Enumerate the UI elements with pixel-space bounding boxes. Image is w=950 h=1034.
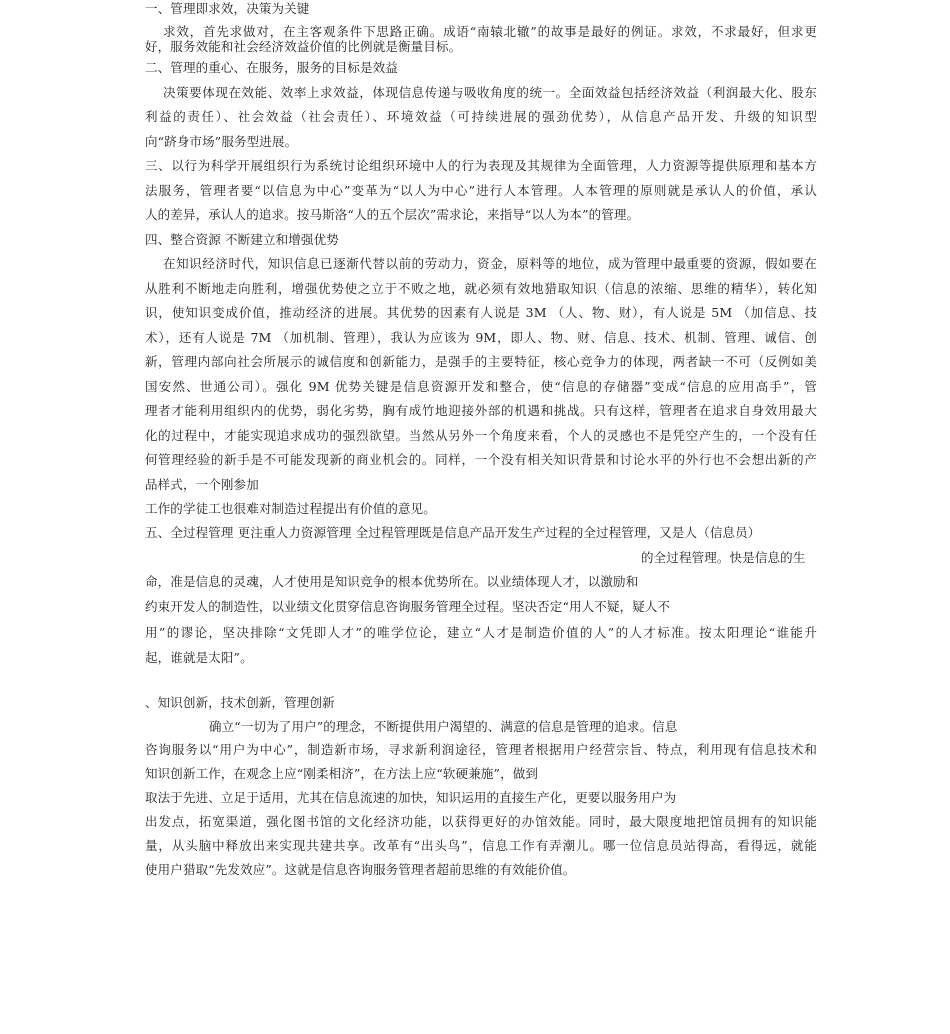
paragraph-line: 在知识经济时代，知识信息已逐渐代替以前的劳动力，资金，原料等的地位，成为管理中最重要的资源，假如要在 <box>163 256 817 271</box>
paragraph-line: 国安然、世通公司）。强化 9M 优势关键是信息资源开发和整合，使“信息的存储器”变成“信息的应用高手”，管 <box>145 379 817 394</box>
paragraph-line: 从胜利不断地走向胜利，增强优势使之立于不败之地，就必须有效地猎取知识（信息的浓缩、思维的精华），转化知 <box>145 281 817 296</box>
heading-section-2: 二、管理的重心、在服务，服务的目标是效益 <box>145 60 399 75</box>
paragraph-line: 用”的谬论，坚决排除“文凭即人才”的唯学位论，建立“人才是制造价值的人”的人才标准。按太阳理论“谁能升 <box>145 625 817 640</box>
paragraph-line: 何管理经验的新手是不可能发现新的商业机会的。同样，一个没有相关知识背景和讨论水平的外行也不会想出新的产 <box>145 452 817 467</box>
paragraph-line: 使用户猎取“先发效应”。这就是信息咨询服务管理者超前思维的有效能价值。 <box>145 862 576 877</box>
paragraph-line: 好，服务效能和社会经济效益价值的比例就是衡量目标。 <box>145 39 462 54</box>
paragraph-line: 新，管理内部向社会所展示的诚信度和创新能力，是强手的主要特征，核心竞争力的体现，两者缺一不可（反例如美 <box>145 354 817 369</box>
paragraph-line: 向“跻身市场”服务型进展。 <box>145 134 298 149</box>
paragraph-line: 知识创新工作，在观念上应“刚柔相济”，在方法上应“软硬兼施”，做到 <box>145 766 539 781</box>
paragraph-line: 起，谁就是太阳”。 <box>145 650 253 665</box>
paragraph-line: 利益的责任）、社会效益（社会责任）、环境效益（可持续进展的强劲优势），从信息产品开发、升级的知识型 <box>145 109 817 124</box>
paragraph-line: 品样式，一个刚参加 <box>145 477 259 492</box>
paragraph-line: 术），还有人说是 7M （加机制、管理），我认为应该为 9M，即人、物、财、信息、技术、机制、管理、诚信、创 <box>145 330 817 345</box>
paragraph-line: 约束开发人的制造性，以业绩文化贯穿信息咨询服务管理全过程。坚决否定“用人不疑，疑人不 <box>145 599 671 614</box>
paragraph-line: 识，使知识变成价值，推动经济的进展。其优势的因素有人说是 3M （人、物、财），有人说是 5M （加信息、技 <box>145 305 817 320</box>
paragraph-line: 人的差异，承认人的追求。按马斯洛“人的五个层次”需求论，来指导“以人为本”的管理。 <box>145 207 640 222</box>
paragraph-line: 确立“一切为了用户”的理念，不断提供用户渴望的、满意的信息是管理的追求。信息 <box>209 719 678 734</box>
paragraph-line: 求效，首先求做对，在主客观条件下思路正确。成语“南辕北辙”的故事是最好的例证。求效，不求最好，但求更 <box>163 24 817 39</box>
paragraph-line: 化的过程中，才能实现追求成功的强烈欲望。当然从另外一个角度来看，个人的灵感也不是凭空产生的，一个没有任 <box>145 428 817 443</box>
paragraph-line: 量，从头脑中释放出来实现共建共享。改革有“出头鸟”，信息工作有弄潮儿。哪一位信息员站得高，看得远，就能 <box>145 838 817 853</box>
paragraph-line: 命，准是信息的灵魂，人才使用是知识竞争的根本优势所在。以业绩体现人才，以激励和 <box>145 574 639 589</box>
paragraph-line: 取法于先进、立足于适用，尤其在信息流速的加快，知识运用的直接生产化，更要以服务用户为 <box>145 790 677 805</box>
paragraph-line: 的全过程管理。快是信息的生 <box>641 550 806 565</box>
heading-section-4: 四、整合资源 不断建立和增强优势 <box>145 232 339 247</box>
paragraph-line: 决策要体现在效能、效率上求效益，体现信息传递与吸收角度的统一。全面效益包括经济效益（利润最大化、股东 <box>163 85 817 100</box>
paragraph-line: 工作的学徒工也很难对制造过程提出有价值的意见。 <box>145 501 436 516</box>
heading-section-3: 三、以行为科学开展组织行为系统讨论组织环境中人的行为表现及其规律为全面管理，人力资源等提供原理和基本方 <box>145 158 817 173</box>
paragraph-line: 咨询服务以“用户为中心”，制造新市场，寻求新利润途径，管理者根据用户经营宗旨、特点，利用现有信息技术和 <box>145 742 817 757</box>
heading-section-1: 一、管理即求效，决策为关键 <box>145 1 310 16</box>
heading-section-6: 、知识创新，技术创新，管理创新 <box>145 695 335 710</box>
heading-section-5: 五、全过程管理 更注重人力资源管理 全过程管理既是信息产品开发生产过程的全过程管理，又是人（信息员） <box>145 525 761 540</box>
paragraph-line: 理者才能利用组织内的优势，弱化劣势，胸有成竹地迎接外部的机遇和挑战。只有这样，管理者在追求自身效用最大 <box>145 403 817 418</box>
paragraph-line: 法服务，管理者要“以信息为中心”变革为“以人为中心”进行人本管理。人本管理的原则就是承认人的价值，承认 <box>145 183 817 198</box>
paragraph-line: 出发点，拓宽渠道，强化图书馆的文化经济功能，以获得更好的办馆效能。同时，最大限度地把馆员拥有的知识能 <box>145 814 817 829</box>
